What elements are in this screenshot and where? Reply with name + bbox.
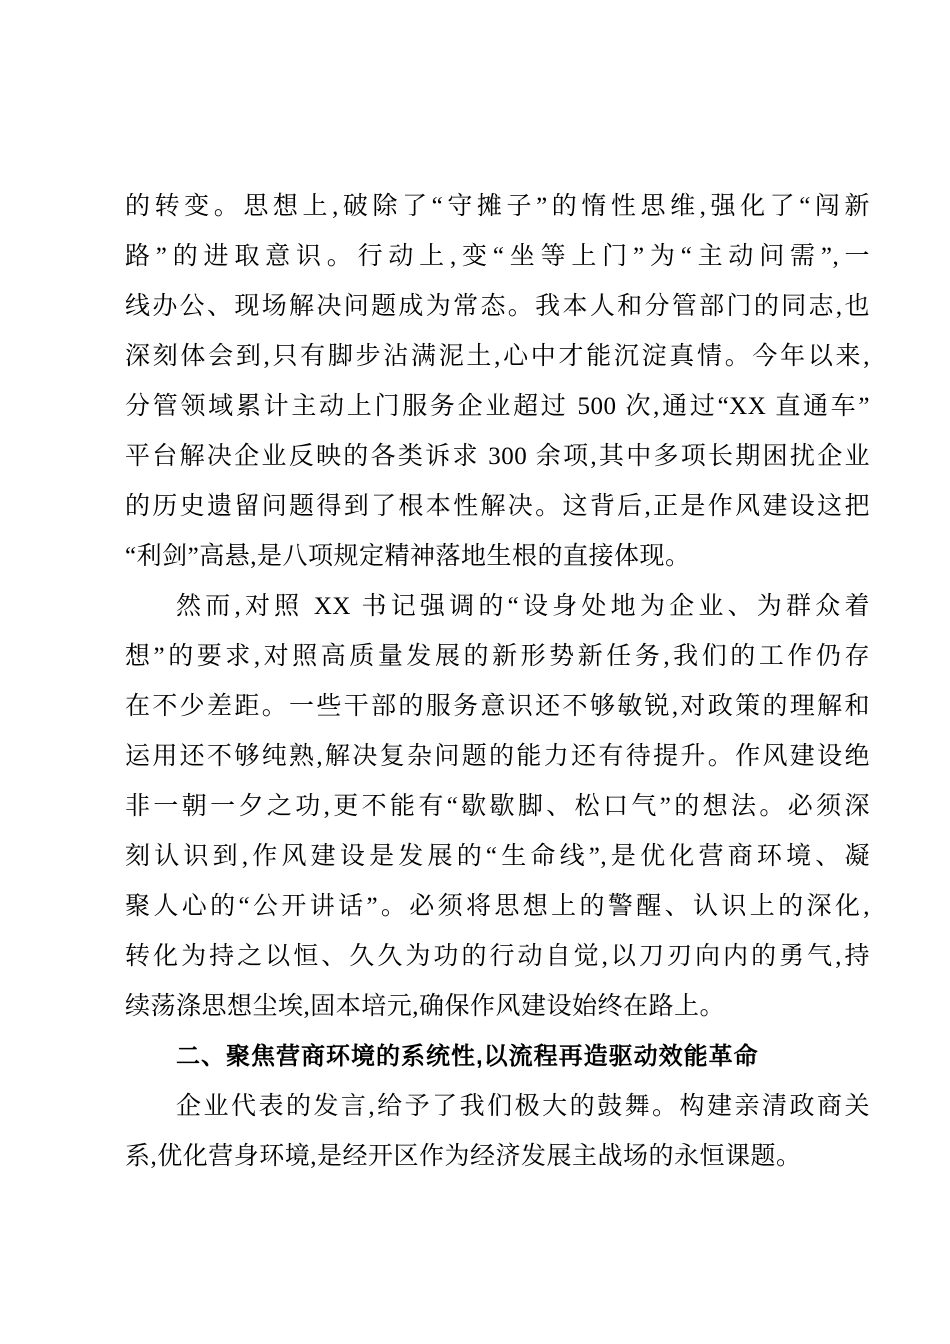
- text-line: 系,优化营身环境,是经开区作为经济发展主战场的永恒课题。: [125, 1143, 802, 1170]
- text-block: [125, 182, 870, 1182]
- text-line: 续荡涤思想尘埃,固本培元,确保作风建设始终在路上。: [125, 993, 726, 1020]
- text-line: 深刻体会到,只有脚步沾满泥土,心中才能沉淀真情。今年以来,: [125, 343, 870, 370]
- text-line: 线办公、现场解决问题成为常态。我本人和分管部门的同志,也: [125, 293, 870, 320]
- text-line: 平台解决企业反映的各类诉求 300 余项,其中多项长期困扰企业: [125, 443, 870, 470]
- text-line: 转化为持之以恒、久久为功的行动自觉,以刀刃向内的勇气,持: [125, 943, 870, 970]
- text-line: 企业代表的发言,给予了我们极大的鼓舞。构建亲清政商关: [176, 1093, 870, 1120]
- text-line: 非一朝一夕之功,更不能有“歇歇脚、松口气”的想法。必须深: [125, 793, 870, 820]
- text-line: 分管领域累计主动上门服务企业超过 500 次,通过“XX 直通车”: [125, 393, 870, 420]
- text-line: 刻认识到,作风建设是发展的“生命线”,是优化营商环境、凝: [125, 843, 870, 870]
- text-line: 聚人心的“公开讲话”。必须将思想上的警醒、认识上的深化,: [125, 893, 870, 920]
- section-heading: 二、聚焦营商环境的系统性,以流程再造驱动效能革命: [176, 1043, 759, 1070]
- text-line: 运用还不够纯熟,解决复杂问题的能力还有待提升。作风建设绝: [125, 743, 870, 770]
- text-line: 的转变。思想上,破除了“守摊子”的惰性思维,强化了“闯新: [125, 193, 870, 220]
- text-line: 的历史遗留问题得到了根本性解决。这背后,正是作风建设这把: [125, 493, 870, 520]
- text-line: 想”的要求,对照高质量发展的新形势新任务,我们的工作仍存: [125, 643, 870, 670]
- text-line: 路”的进取意识。行动上,变“坐等上门”为“主动问需”,一: [125, 243, 870, 270]
- text-line: 然而,对照 XX 书记强调的“设身处地为企业、为群众着: [176, 593, 870, 620]
- text-line: “利剑”高悬,是八项规定精神落地生根的直接体现。: [125, 543, 691, 570]
- text-line: 在不少差距。一些干部的服务意识还不够敏锐,对政策的理解和: [125, 693, 870, 720]
